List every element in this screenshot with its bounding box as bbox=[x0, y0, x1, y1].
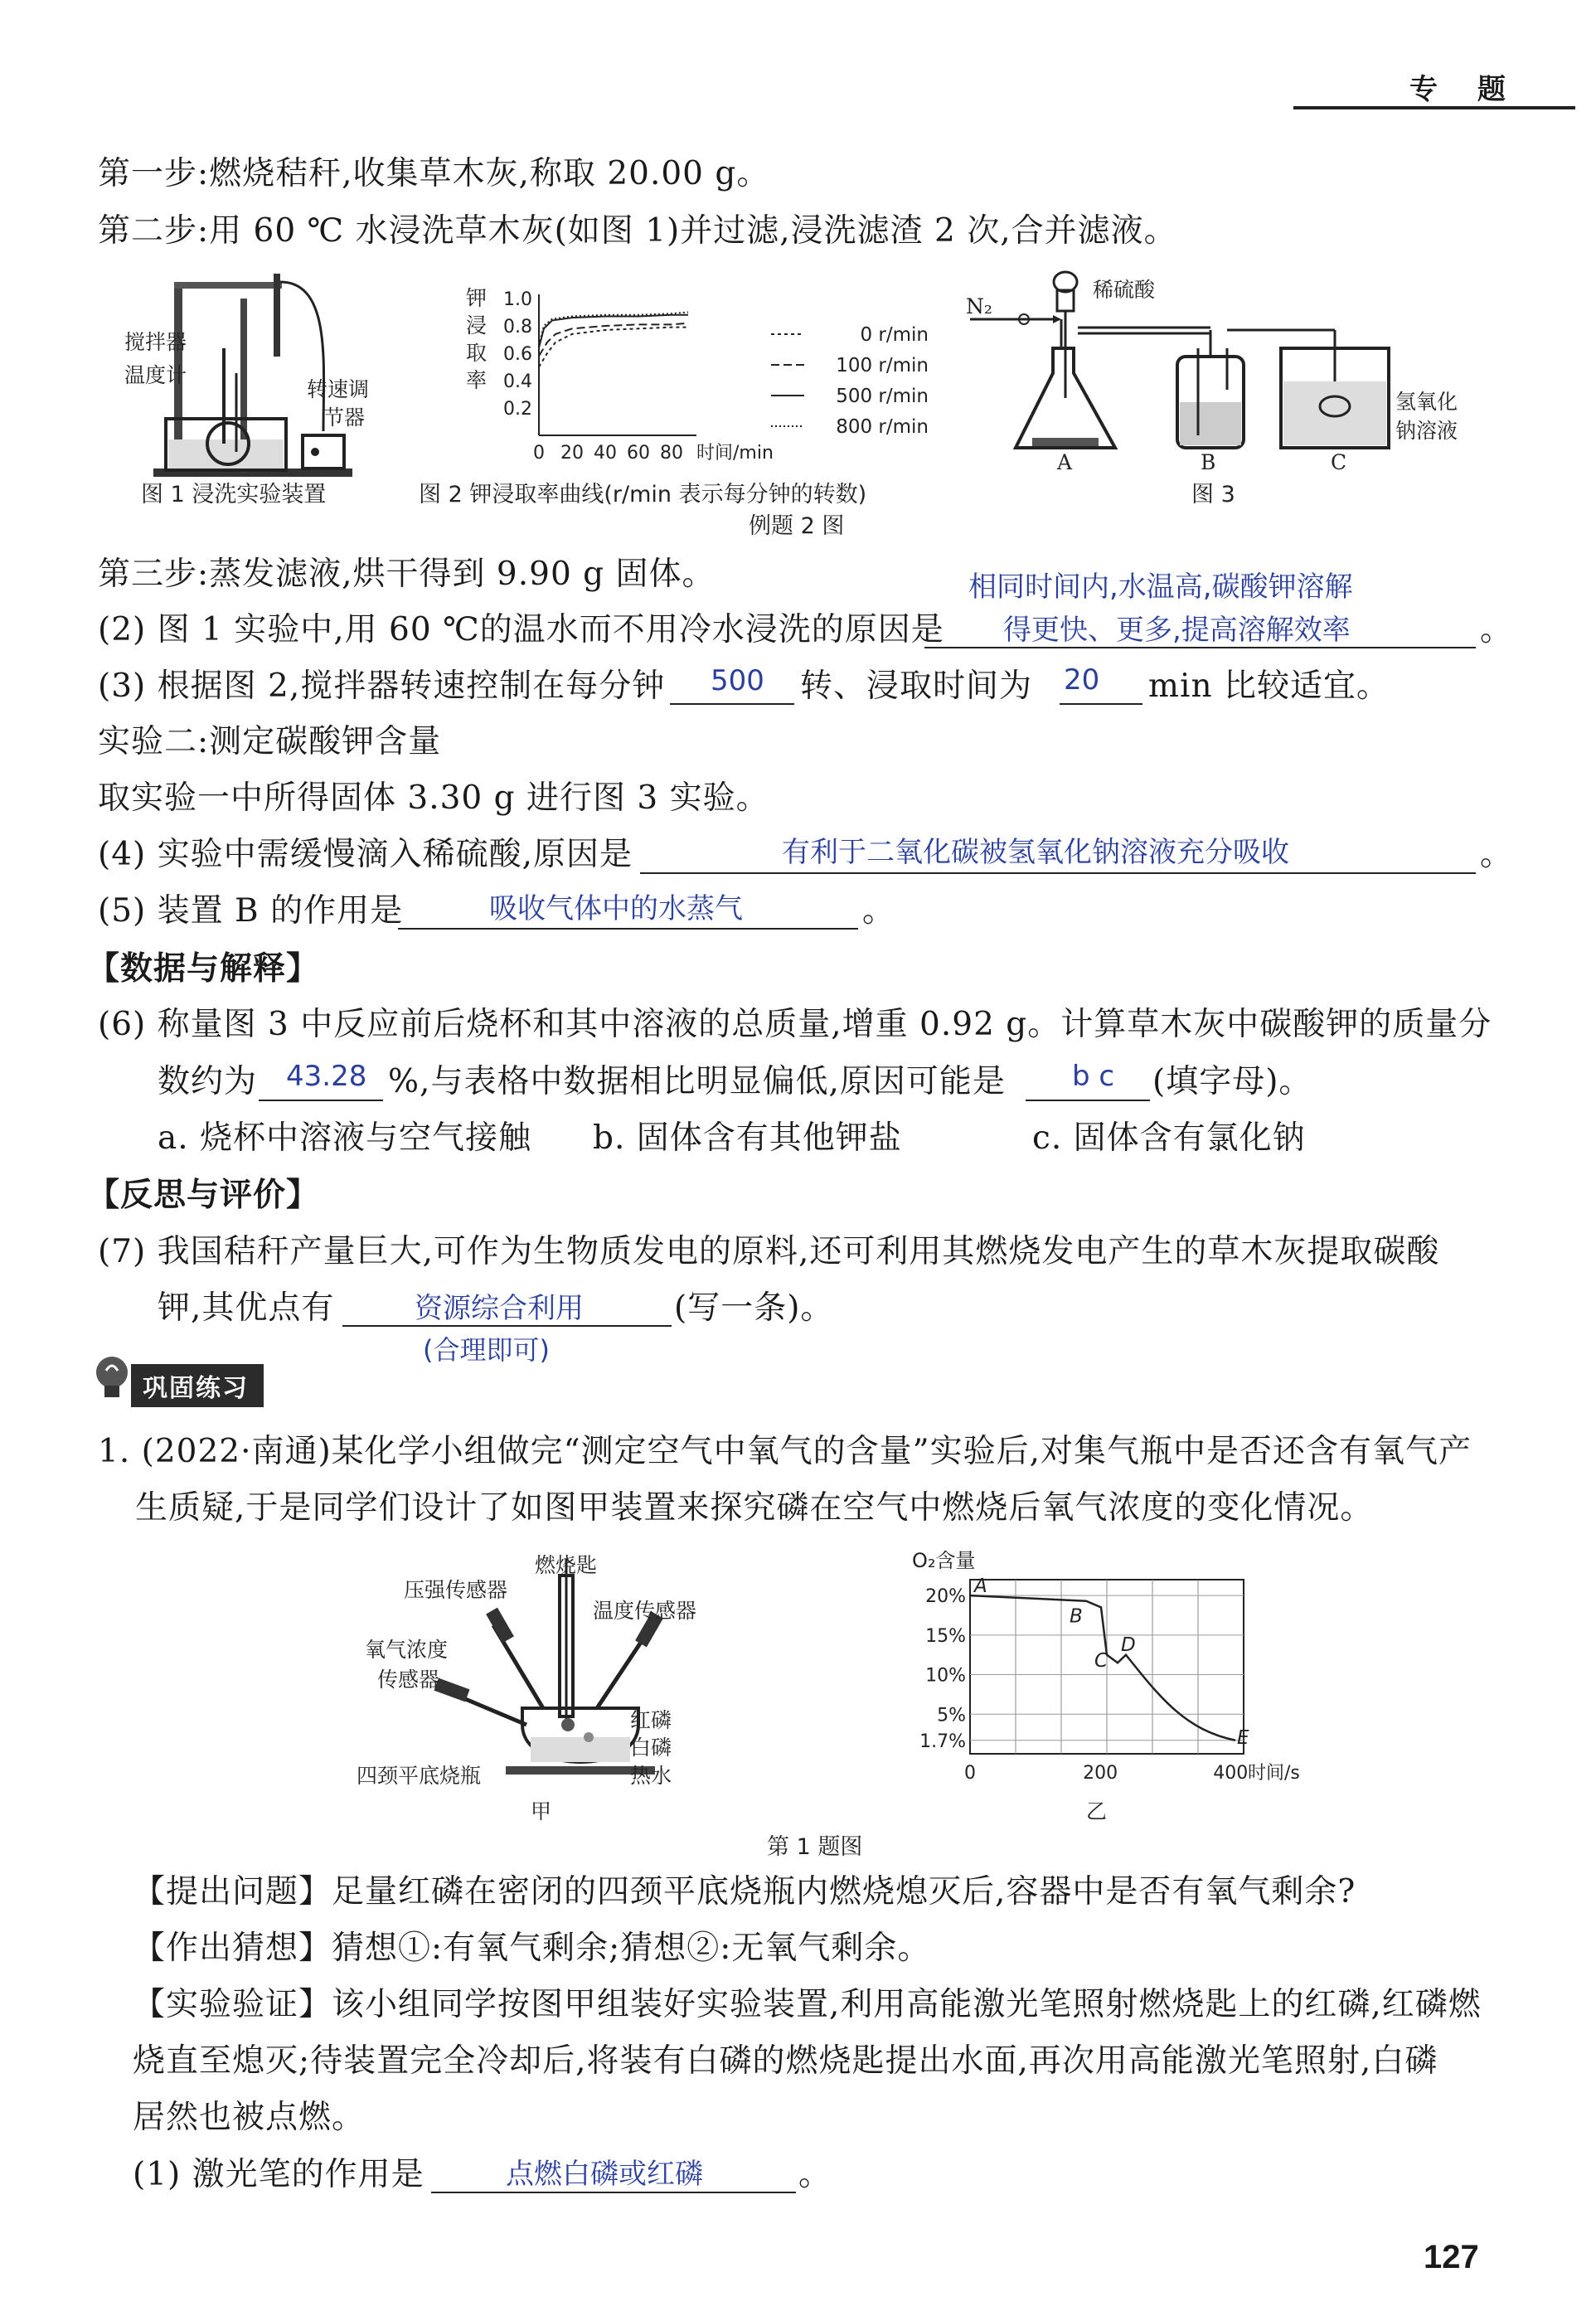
step-3: 第三步:蒸发滤液,烘干得到 9.90 g 固体。 bbox=[98, 556, 716, 593]
fig2-series-line bbox=[539, 315, 688, 348]
fig2-xtick: 80 bbox=[660, 443, 683, 464]
q5-text: (5) 装置 B 的作用是 bbox=[98, 892, 404, 930]
fig-yi-ytick: 1.7% bbox=[919, 1731, 966, 1752]
fig3-label-acid: 稀硫酸 bbox=[1093, 278, 1156, 302]
q6-text-b: %,与表格中数据相比明显偏低,原因可能是 bbox=[388, 1063, 1006, 1100]
fig-jia-pressure: 压强传感器 bbox=[404, 1578, 508, 1602]
q2-answer-line1: 相同时间内,水温高,碳酸钾溶解 bbox=[968, 571, 1353, 604]
q5-answer: 吸收气体中的水蒸气 bbox=[489, 892, 743, 925]
q6-text-a: 数约为 bbox=[158, 1063, 258, 1100]
option-c: c. 固体含有氯化钠 bbox=[1032, 1119, 1306, 1157]
fig2-legend-label: 500 r/min bbox=[836, 386, 929, 407]
q6-blank-2 bbox=[1026, 1098, 1150, 1101]
pq1-period: 。 bbox=[798, 2156, 832, 2193]
verify-line3: 居然也被点燃。 bbox=[133, 2099, 366, 2136]
fig-jia-hot: 热水 bbox=[630, 1764, 672, 1788]
practice-figure-caption: 第 1 题图 bbox=[767, 1834, 863, 1860]
fig-jia-spoon: 燃烧匙 bbox=[535, 1553, 598, 1577]
fig3-label-naoh-1: 氢氧化 bbox=[1395, 390, 1458, 414]
fig3-label-c: C bbox=[1331, 450, 1347, 474]
fig2-series-line bbox=[539, 328, 688, 367]
fig2-ytick: 0.6 bbox=[503, 344, 532, 365]
fig2-xlabel: 时间/min bbox=[696, 443, 774, 464]
q3-answer-2: 20 bbox=[1064, 663, 1100, 697]
practice-badge: 巩固练习 bbox=[131, 1364, 264, 1407]
data-heading: 【数据与解释】 bbox=[87, 949, 320, 988]
experiment-2-title: 实验二:测定碳酸钾含量 bbox=[98, 723, 442, 760]
fig1-label-speed-2: 节器 bbox=[323, 405, 366, 430]
section-title: 专 题 bbox=[1409, 73, 1521, 106]
fig1-label-speed: 转速调 bbox=[307, 377, 370, 401]
fig2-legend-label: 0 r/min bbox=[860, 324, 929, 346]
q6-text-c: (填字母)。 bbox=[1152, 1063, 1312, 1100]
fig1-label-stirrer: 搅拌器 bbox=[124, 330, 187, 354]
q7-text-a: 钾,其优点有 bbox=[158, 1289, 335, 1327]
fig2-ylabel-4: 率 bbox=[466, 368, 488, 392]
q4-text: (4) 实验中需缓慢滴入稀硫酸,原因是 bbox=[98, 836, 633, 873]
q2-period: 。 bbox=[1480, 611, 1514, 648]
fig-yi-xlabel: 时间/s bbox=[1248, 1763, 1300, 1784]
fig-yi-ylabel: O₂含量 bbox=[912, 1551, 976, 1572]
fig-yi-ytick: 5% bbox=[937, 1705, 966, 1726]
fig3-label-b: B bbox=[1201, 450, 1216, 474]
make-guess: 【作出猜想】猜想①:有氧气剩余;猜想②:无氧气剩余。 bbox=[133, 1930, 931, 1967]
step-2: 第二步:用 60 ℃ 水浸洗草木灰(如图 1)并过滤,浸洗滤渣 2 次,合并滤液。 bbox=[98, 212, 1177, 250]
q7-text-b: (写一条)。 bbox=[674, 1289, 834, 1327]
fig2-legend-label: 800 r/min bbox=[836, 416, 929, 438]
reflect-heading: 【反思与评价】 bbox=[87, 1176, 320, 1214]
fig2-ytick: 0.8 bbox=[503, 317, 532, 337]
pq1-text: (1) 激光笔的作用是 bbox=[133, 2156, 424, 2193]
fig2-legend-label: 100 r/min bbox=[836, 355, 929, 376]
lightbulb-icon bbox=[91, 1354, 133, 1402]
fig-yi-point-label: D bbox=[1121, 1634, 1136, 1656]
q4-blank bbox=[640, 871, 1476, 874]
q4-period: 。 bbox=[1480, 836, 1514, 873]
ask-question: 【提出问题】足量红磷在密闭的四颈平底烧瓶内燃烧熄灭后,容器中是否有氧气剩余? bbox=[133, 1873, 1356, 1911]
fig-yi-point-label: B bbox=[1070, 1605, 1083, 1628]
fig2-ylabel-3: 取 bbox=[466, 341, 488, 365]
step-1: 第一步:燃烧秸秆,收集草木灰,称取 20.00 g。 bbox=[98, 155, 770, 192]
figure-group-caption: 例题 2 图 bbox=[749, 513, 845, 539]
q7-answer: 资源综合利用 bbox=[415, 1292, 584, 1325]
q3-text-c: min 比较适宜。 bbox=[1148, 668, 1390, 705]
q6-blank-1 bbox=[259, 1098, 383, 1101]
fig2-xtick: 20 bbox=[560, 443, 584, 464]
q6-line1: (6) 称量图 3 中反应前后烧杯和其中溶液的总质量,增重 0.92 g。计算草木灰中碳酸钾的质量分 bbox=[98, 1006, 1492, 1043]
fig3-caption: 图 3 bbox=[1191, 482, 1235, 507]
figure-yi-chart bbox=[904, 1551, 1302, 1791]
fig-jia-flask: 四颈平底烧瓶 bbox=[357, 1764, 482, 1788]
fig2-ylabel-1: 钾 bbox=[466, 286, 488, 310]
q2-answer-line2: 得更快、更多,提高溶解效率 bbox=[1003, 614, 1351, 647]
figure-2-chart bbox=[460, 278, 941, 477]
fig-jia-red: 红磷 bbox=[630, 1708, 672, 1732]
experiment-2-desc: 取实验一中所得固体 3.30 g 进行图 3 实验。 bbox=[98, 779, 769, 817]
fig2-ytick: 0.4 bbox=[503, 371, 532, 392]
page-number: 127 bbox=[1424, 2239, 1479, 2275]
fig-yi-point-label: C bbox=[1094, 1650, 1108, 1672]
verify-line2: 烧直至熄灭;待装置完全冷却后,将装有白磷的燃烧匙提出水面,再次用高能激光笔照射,白磷 bbox=[133, 2042, 1438, 2080]
fig2-xtick: 0 bbox=[533, 443, 545, 464]
fig-yi-xtick: 200 bbox=[1083, 1763, 1118, 1784]
fig-jia-temp: 温度传感器 bbox=[593, 1599, 697, 1623]
fig-jia-label: 甲 bbox=[531, 1799, 552, 1823]
fig-jia-o2-b: 传感器 bbox=[377, 1668, 440, 1692]
fig-jia-white: 白磷 bbox=[630, 1736, 672, 1760]
practice-q1-line2: 生质疑,于是同学们设计了如图甲装置来探究磷在空气中燃烧后氧气浓度的变化情况。 bbox=[135, 1489, 1374, 1527]
q5-period: 。 bbox=[862, 892, 896, 930]
fig3-label-a: A bbox=[1057, 450, 1073, 474]
fig2-caption: 图 2 钾浸取率曲线(r/min 表示每分钟的转数) bbox=[419, 482, 867, 507]
practice-q1-line1: 1. (2022·南通)某化学小组做完“测定空气中氧气的含量”实验后,对集气瓶中是否还含有氧气产 bbox=[98, 1433, 1472, 1470]
fig2-ytick: 0.2 bbox=[503, 399, 532, 420]
q3-blank-1 bbox=[670, 702, 794, 705]
fig-yi-ytick: 15% bbox=[925, 1625, 966, 1647]
fig-yi-ytick: 20% bbox=[925, 1586, 966, 1608]
fig-yi-xtick: 0 bbox=[964, 1763, 976, 1784]
q3-answer-1: 500 bbox=[711, 664, 764, 697]
q3-blank-2 bbox=[1060, 702, 1142, 705]
option-b: b. 固体含有其他钾盐 bbox=[593, 1119, 902, 1157]
fig-yi-ytick: 10% bbox=[925, 1665, 966, 1687]
fig3-label-n2: N₂ bbox=[966, 294, 992, 318]
fig1-label-thermometer: 温度计 bbox=[124, 363, 187, 387]
fig-yi-label: 乙 bbox=[1086, 1799, 1108, 1823]
q7-line1: (7) 我国秸秆产量巨大,可作为生物质发电的原料,还可利用其燃烧发电产生的草木灰提取碳酸 bbox=[98, 1233, 1440, 1270]
fig-yi-point-label: E bbox=[1237, 1726, 1249, 1749]
q6-answer-1: 43.28 bbox=[286, 1060, 367, 1093]
q6-answer-2: b c bbox=[1072, 1060, 1115, 1093]
fig2-xtick: 40 bbox=[594, 443, 617, 464]
pq1-answer: 点燃白磷或红磷 bbox=[506, 2158, 703, 2191]
q3-text-a: (3) 根据图 2,搅拌器转速控制在每分钟 bbox=[98, 668, 666, 705]
q5-blank bbox=[398, 926, 858, 930]
q3-text-b: 转、浸取时间为 bbox=[800, 668, 1033, 705]
fig1-caption: 图 1 浸洗实验装置 bbox=[141, 482, 327, 507]
q7-note: (合理即可) bbox=[423, 1334, 550, 1366]
fig2-ytick: 1.0 bbox=[503, 289, 532, 310]
option-a: a. 烧杯中溶液与空气接触 bbox=[158, 1119, 532, 1157]
fig-yi-xtick: 400 bbox=[1213, 1763, 1249, 1784]
fig2-xtick: 60 bbox=[627, 443, 650, 464]
fig-jia-o2-a: 氧气浓度 bbox=[365, 1638, 449, 1662]
q4-answer: 有利于二氧化碳被氢氧化钠溶液充分吸收 bbox=[782, 836, 1289, 869]
header-rule bbox=[1293, 106, 1575, 109]
verify-line1: 【实验验证】该小组同学按图甲组装好实验装置,利用高能激光笔照射燃烧匙上的红磷,红磷燃 bbox=[133, 1986, 1482, 2023]
q2-text: (2) 图 1 实验中,用 60 ℃的温水而不用冷水浸洗的原因是 bbox=[98, 611, 944, 648]
fig-yi-point-label: A bbox=[974, 1576, 987, 1598]
fig3-label-naoh-2: 钠溶液 bbox=[1395, 419, 1458, 443]
fig2-ylabel-2: 浸 bbox=[466, 313, 488, 337]
